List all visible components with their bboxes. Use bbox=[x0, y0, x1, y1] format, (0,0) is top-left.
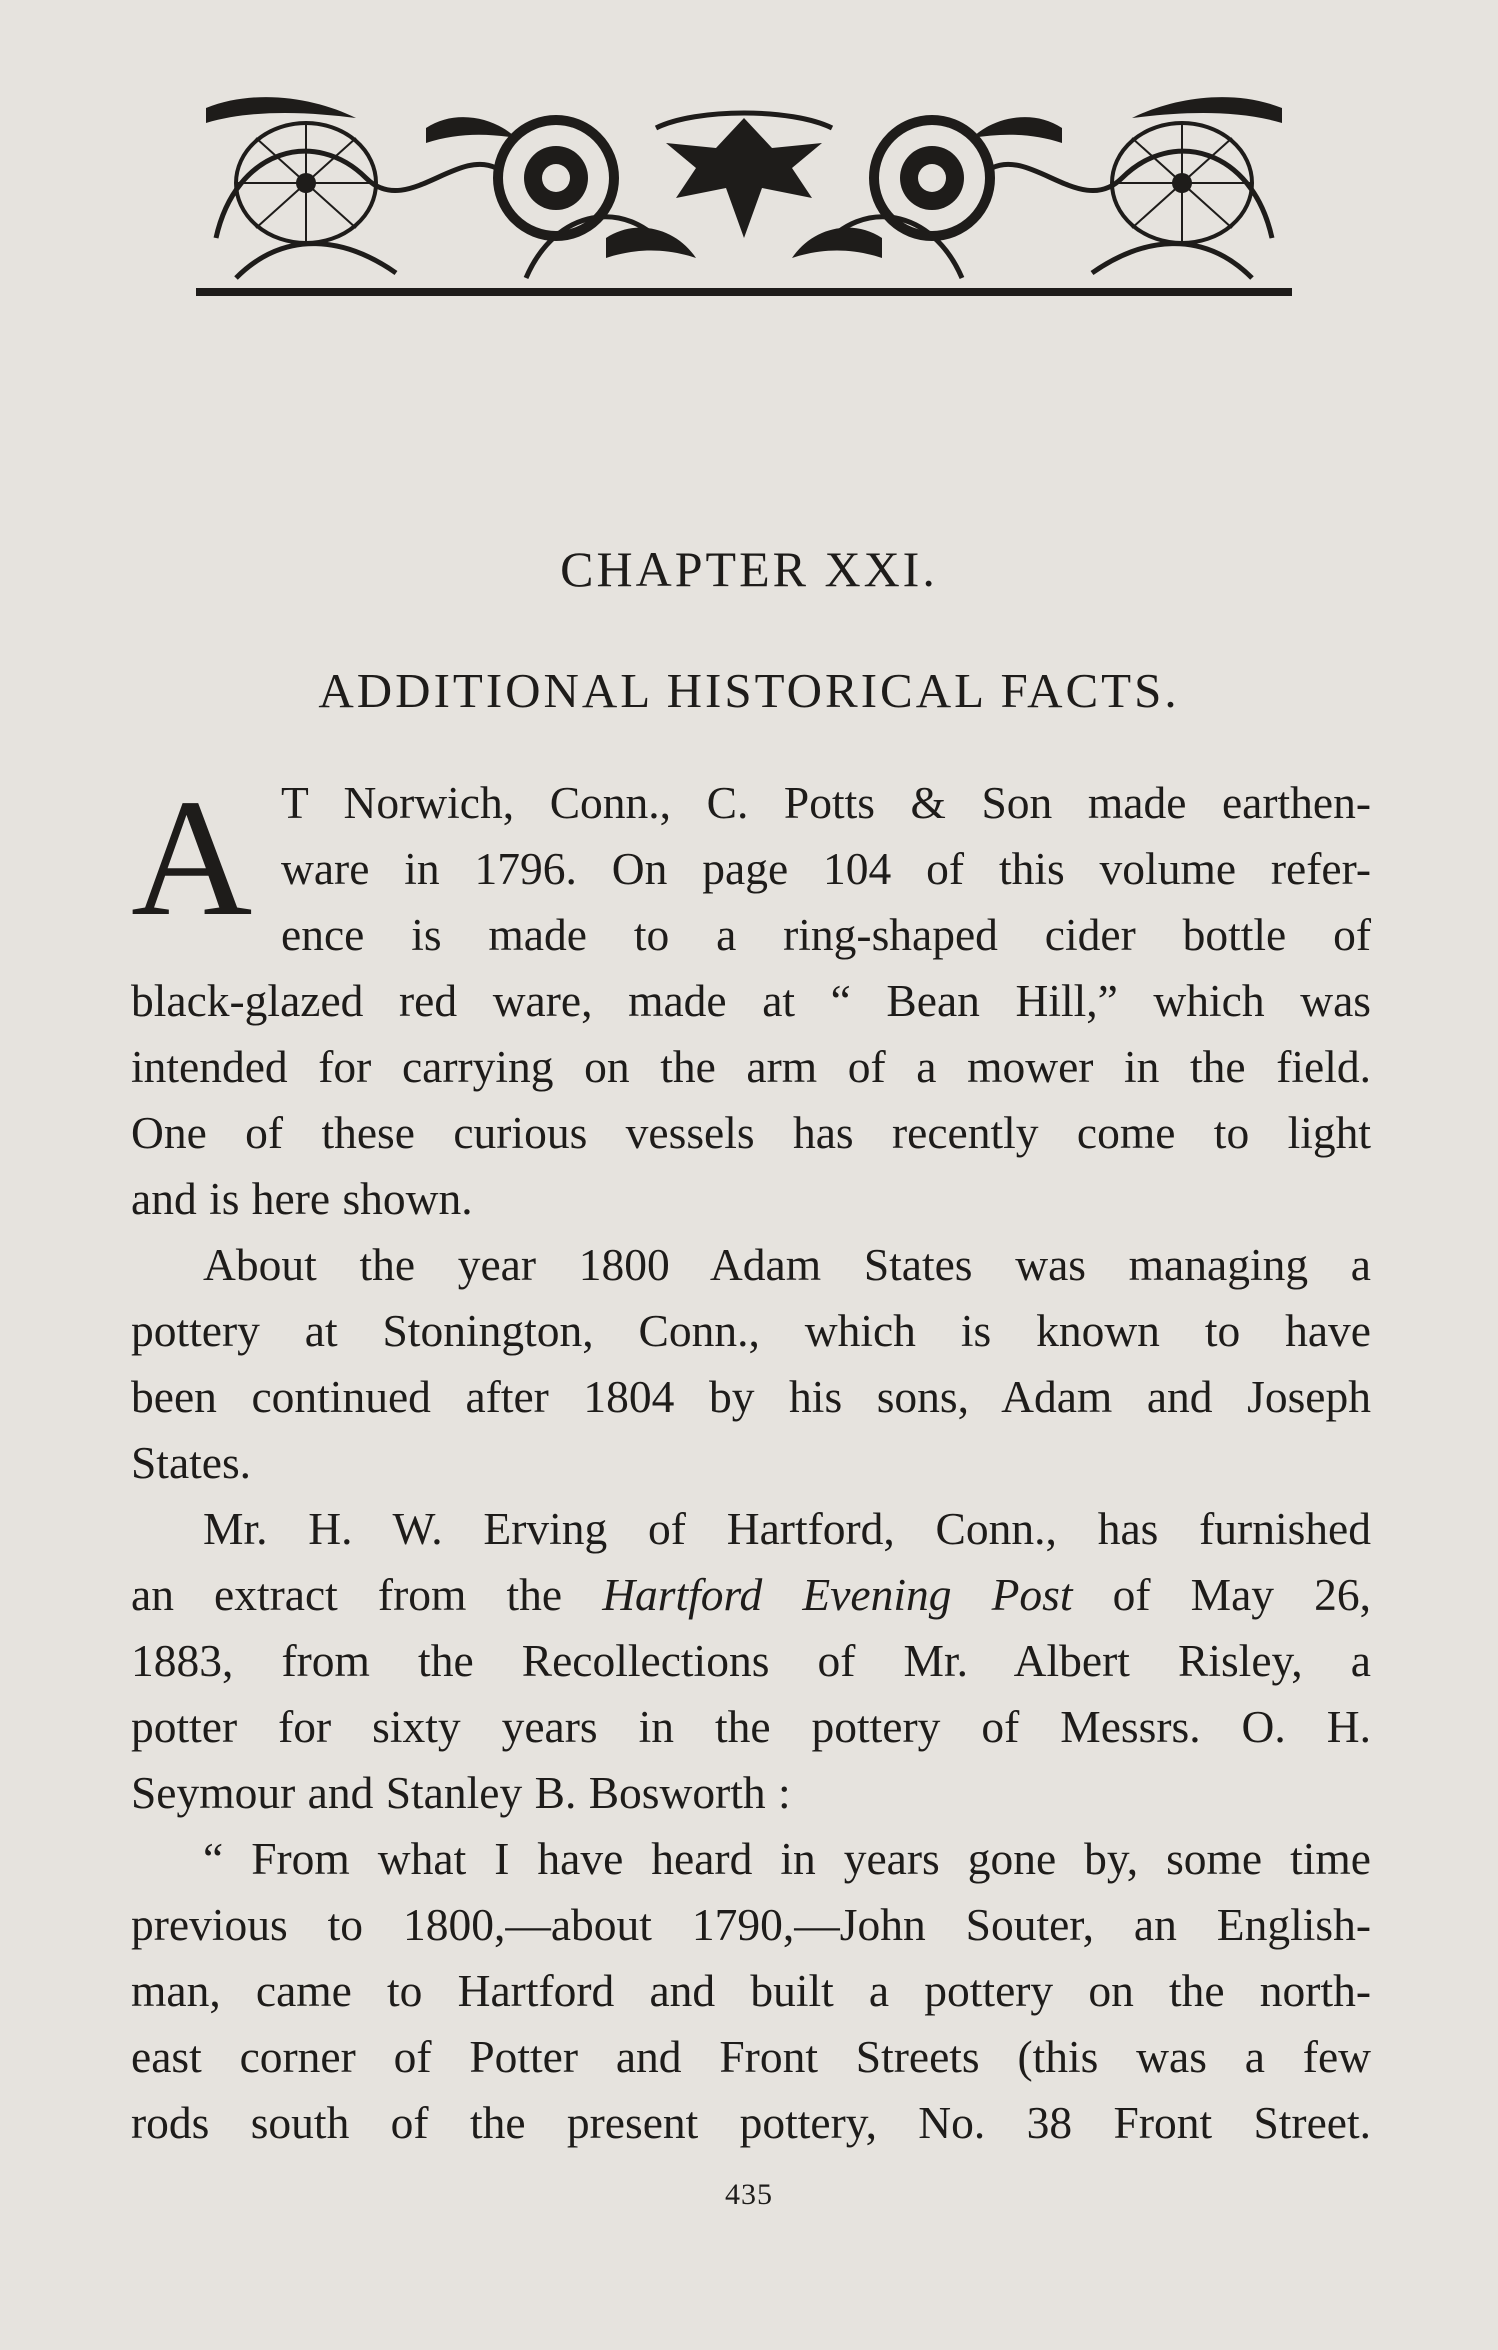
text-line: east corner of Potter and Front Streets (this was a few bbox=[131, 2031, 1371, 2082]
text-line: Seymour and Stanley B. Bosworth : bbox=[131, 1767, 791, 1818]
text-segment: of May 26, bbox=[1112, 1569, 1372, 1620]
text-line: intended for carrying on the arm of a mower in the field. bbox=[131, 1041, 1371, 1092]
chapter-number: CHAPTER XXI. bbox=[560, 541, 938, 597]
text-line: man, came to Hartford and built a pottery on the north- bbox=[131, 1965, 1371, 2016]
text-line: and is here shown. bbox=[131, 1173, 473, 1224]
text-line: ence is made to a ring-shaped cider bottle of bbox=[281, 909, 1371, 960]
drop-cap: A bbox=[131, 765, 253, 951]
text-line: States. bbox=[131, 1437, 252, 1488]
text-line: “ From what I have heard in years gone by, some time bbox=[203, 1833, 1371, 1884]
text-line: ware in 1796. On page 104 of this volume refer- bbox=[281, 843, 1371, 894]
decorative-headpiece bbox=[196, 88, 1292, 296]
text-line: been continued after 1804 by his sons, Adam and Joseph bbox=[131, 1371, 1371, 1422]
text-segment: an extract from the bbox=[131, 1569, 563, 1620]
text-line: black-glazed red ware, made at “ Bean Hill,” which was bbox=[131, 975, 1371, 1026]
text-line: T Norwich, Conn., C. Potts & Son made earthen- bbox=[281, 777, 1371, 828]
newspaper-title: Hartford Evening Post bbox=[602, 1569, 1073, 1620]
text-line: One of these curious vessels has recently come to light bbox=[131, 1107, 1371, 1158]
page-number: 435 bbox=[725, 2178, 773, 2211]
text-line: rods south of the present pottery, No. 38 Front Street. bbox=[131, 2097, 1371, 2148]
text-line: potter for sixty years in the pottery of Messrs. O. H. bbox=[131, 1701, 1371, 1752]
text-line: 1883, from the Recollections of Mr. Albert Risley, a bbox=[131, 1635, 1371, 1686]
chapter-title: ADDITIONAL HISTORICAL FACTS. bbox=[318, 663, 1180, 718]
text-line: pottery at Stonington, Conn., which is known to have bbox=[131, 1305, 1371, 1356]
body-text bbox=[131, 765, 1372, 2156]
text-line: Mr. H. W. Erving of Hartford, Conn., has furnished bbox=[203, 1503, 1371, 1554]
text-line bbox=[131, 1562, 1371, 1628]
text-line: previous to 1800,—about 1790,—John Souter, an English- bbox=[131, 1899, 1371, 1950]
text-line: About the year 1800 Adam States was managing a bbox=[203, 1239, 1371, 1290]
